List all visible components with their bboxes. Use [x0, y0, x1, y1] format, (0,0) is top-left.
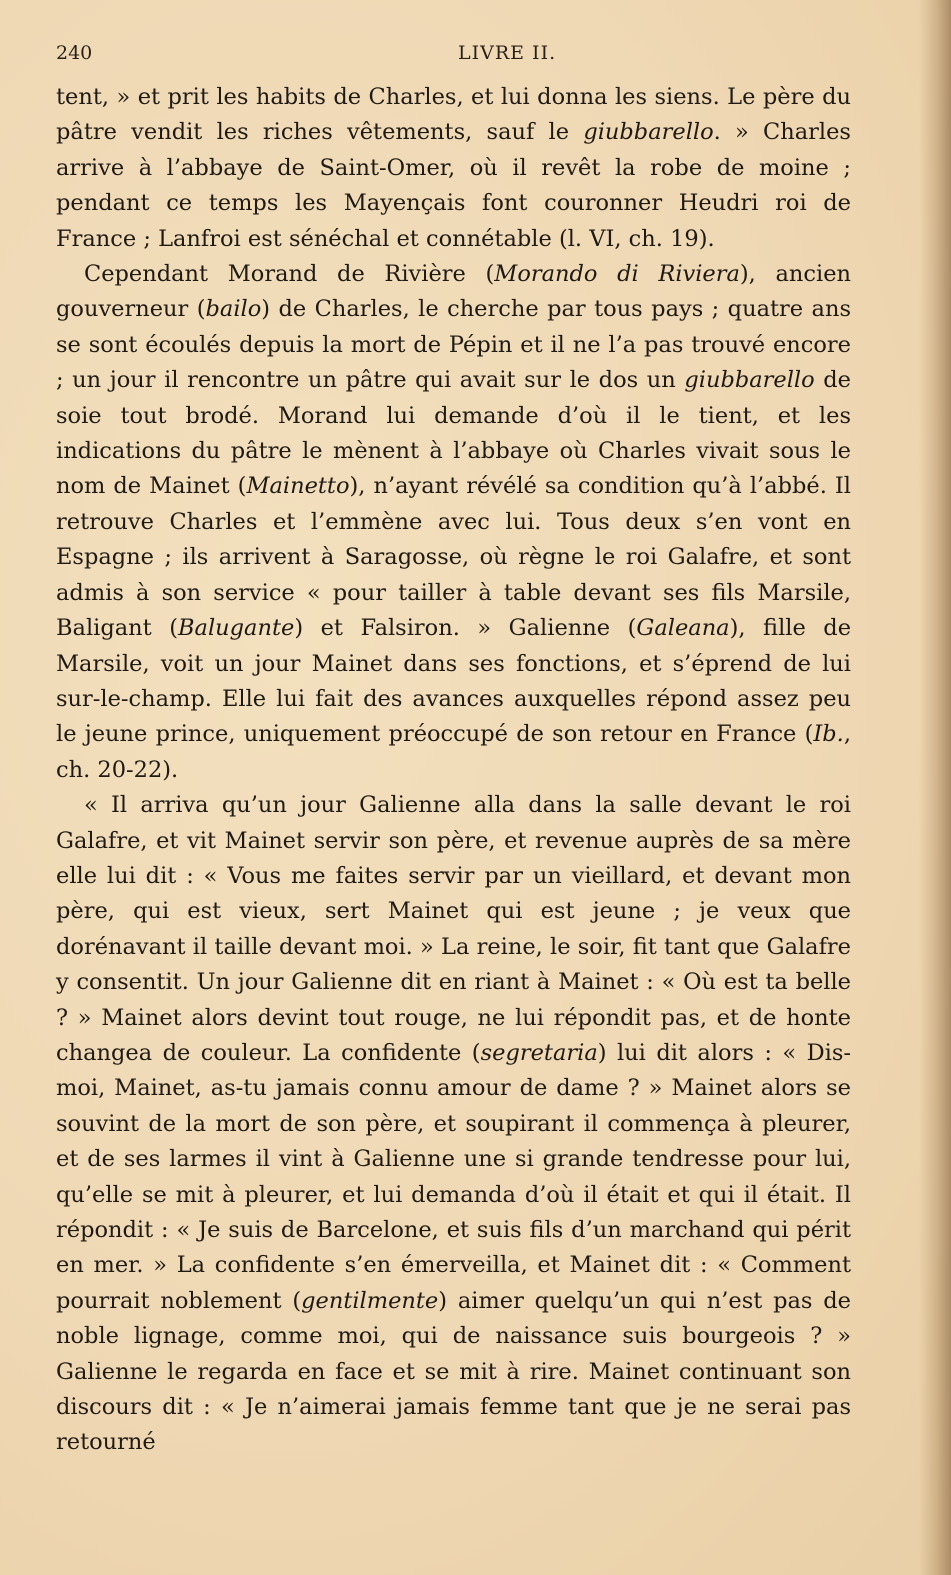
italic-term: bailo: [205, 296, 262, 323]
text-run: ) et Falsiron. » Galienne (: [294, 615, 637, 642]
text-run: ) lui dit alors : « Dis-moi, Mainet, as-tu jamais connu amour de dame ? » Mainet alors se souvint de la mort de son père, et soupirant il commença à pleurer, et de ses larmes il vint à Galienne une si grande tendresse pour lui, qu’elle se mit à pleurer, et lui demanda d’où il était et qui il était. Il répondit : « Je suis de Barcelone, et suis fils d’un marchand qui périt en mer. » La confidente s’en émerveilla, et Mainet dit : « Comment pourrait noblement (: [56, 1039, 851, 1314]
page-header: [56, 36, 856, 72]
paragraph: [56, 80, 851, 257]
text-run: . » Charles arrive à l’abbaye de Saint-Omer, où il revêt la robe de moine ; pendant ce temps les Mayençais font couronner Heudri roi de France ; Lanfroi est sénéchal et connétable (l. VI, ch. 19).: [56, 119, 851, 252]
italic-term: segretaria: [480, 1039, 598, 1066]
text-run: « Il arriva qu’un jour Galienne alla dans la salle devant le roi Galafre, et vit Mainet servir son père, et revenue auprès de sa mère elle lui dit : « Vous me faites servir par un vieillard, et devant mon père, qui est vieux, sert Mainet qui est jeune ; je veux que dorénavant il taille devant moi. » La reine, le soir, fit tant que Galafre y consentit. Un jour Galienne dit en riant à Mainet : « Où est ta belle ? » Mainet alors devint tout rouge, ne lui répondit pas, et de honte changea de couleur. La confidente (: [56, 792, 851, 1066]
text-run: ), fille de Marsile, voit un jour Mainet dans ses fonctions, et s’éprend de lui sur-le-champ. Elle lui fait des avances auxquelles répond assez peu le jeune prince, uniquement préoccupé de son retour en France (: [56, 615, 852, 748]
italic-term: Mainetto: [246, 473, 350, 500]
paragraph: [56, 788, 851, 1461]
paragraph: [56, 257, 851, 788]
italic-term: giubbarello: [583, 119, 714, 146]
italic-term: Galeana: [636, 615, 730, 642]
page-edge-shadow: [919, 0, 951, 1575]
text-run: ), ancien gouverneur (: [56, 261, 851, 323]
body-text: [56, 80, 851, 1461]
text-run: ) aimer quelqu’un qui n’est pas de noble lignage, comme moi, qui de naissance suis bourgeois ? » Galienne le regarda en face et se mit à rire. Mainet continuant son discours dit : « Je n’aimerai jamais femme tant que je ne serai pas retourné: [56, 1287, 851, 1456]
italic-term: Ib.: [813, 721, 844, 748]
text-run: ), n’ayant révélé sa condition qu’à l’abbé. Il retrouve Charles et l’emmène avec lui. Tous deux s’en vont en Espagne ; ils arrivent à Saragosse, où règne le roi Galafre, et sont admis à son service « pour tailler à table devant ses fils Marsile, Baligant (: [56, 473, 851, 642]
italic-term: gentilmente: [301, 1287, 439, 1314]
page-number: 240: [56, 42, 93, 64]
running-title: LIVRE II.: [458, 42, 557, 64]
italic-term: Morando di Riviera: [494, 261, 740, 288]
text-run: de soie tout brodé. Morand lui demande d’où il le tient, et les indications du pâtre le mènent à l’abbaye où Charles vivait sous le nom de Mainet (: [56, 367, 852, 500]
italic-term: Balugante: [178, 615, 295, 642]
text-run: , ch. 20-22).: [56, 721, 851, 783]
text-run: ) de Charles, le cherche par tous pays ; quatre ans se sont écoulés depuis la mort de Pépin et il ne l’a pas trouvé encore ; un jour il rencontre un pâtre qui avait sur le dos un: [56, 296, 851, 394]
text-run: tent, » et prit les habits de Charles, et lui donna les siens. Le père du pâtre vendit les riches vêtements, sauf le: [56, 84, 851, 146]
text-run: Cependant Morand de Rivière (: [84, 261, 495, 288]
italic-term: giubbarello: [684, 367, 815, 394]
